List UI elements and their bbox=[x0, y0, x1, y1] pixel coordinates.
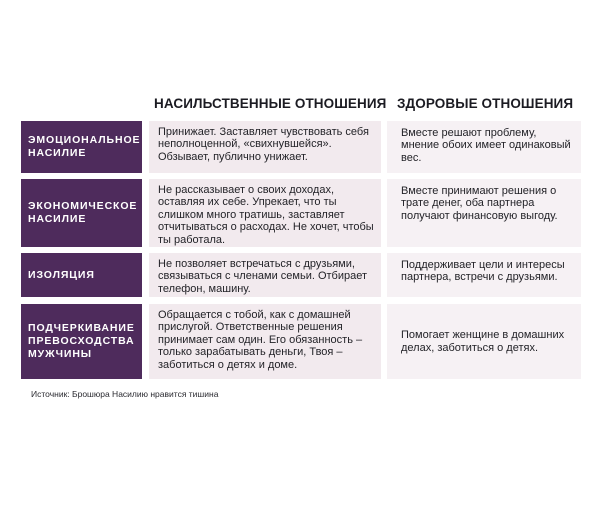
abusive-cell bbox=[149, 121, 381, 173]
healthy-text: Вместе принимают решения о трате денег, оба партнера получают финансовую выгоду. bbox=[401, 185, 558, 222]
category-cell bbox=[21, 179, 142, 247]
abusive-cell bbox=[149, 304, 381, 379]
category-cell bbox=[21, 121, 142, 173]
source-note: Источник: Брошюра Насилию нравится тишина bbox=[31, 389, 219, 399]
abusive-cell bbox=[149, 179, 381, 247]
healthy-text: Поддерживает цели и интересы партнера, встречи с друзьями. bbox=[401, 259, 565, 284]
category-label: ПОДЧЕРКИВАНИЕ ПРЕВОСХОДСТВА МУЖЧИНЫ bbox=[28, 322, 135, 360]
healthy-text: Помогает женщине в домашних делах, заботиться о детях. bbox=[401, 329, 565, 354]
table-row-emotional-abuse bbox=[21, 121, 581, 173]
column-headers bbox=[0, 96, 604, 116]
abusive-cell bbox=[149, 253, 381, 297]
abusive-text: Принижает. Заставляет чувствовать себя неполноценной, «свихнувшейся». Обзывает, публично унижает. bbox=[158, 126, 369, 163]
healthy-cell bbox=[387, 121, 581, 173]
category-cell bbox=[21, 304, 142, 379]
table-row-male-superiority bbox=[21, 304, 581, 379]
header-abusive-relationships: НАСИЛЬСТВЕННЫЕ ОТНОШЕНИЯ bbox=[154, 96, 387, 111]
table-row-economic-abuse bbox=[21, 179, 581, 247]
table-row-isolation bbox=[21, 253, 581, 297]
category-label: ЭМОЦИОНАЛЬНОЕ НАСИЛИЕ bbox=[28, 134, 141, 159]
category-label: ИЗОЛЯЦИЯ bbox=[28, 268, 95, 281]
healthy-text: Вместе решают проблему, мнение обоих имеет одинаковый вес. bbox=[401, 127, 571, 164]
abusive-text: Не рассказывает о своих доходах, оставляя их себе. Упрекает, что ты слишком много тратишь, заставляет отчитываться о расходах. Не хочет, чтобы ты работала. bbox=[158, 184, 374, 246]
category-cell bbox=[21, 253, 142, 297]
healthy-cell bbox=[387, 253, 581, 297]
header-healthy-relationships: ЗДОРОВЫЕ ОТНОШЕНИЯ bbox=[397, 96, 574, 111]
abusive-text: Не позволяет встречаться с друзьями, связываться с членами семьи. Отбирает телефон, машину. bbox=[158, 258, 368, 295]
healthy-cell bbox=[387, 179, 581, 247]
category-label: ЭКОНОМИЧЕСКОЕ НАСИЛИЕ bbox=[28, 200, 138, 225]
abusive-text: Обращается с тобой, как с домашней прислугой. Ответственные решения принимает сам один. Его обязанность – только зарабатывать деньги, Твоя – заботиться о детях и доме. bbox=[158, 309, 363, 371]
healthy-cell bbox=[387, 304, 581, 379]
